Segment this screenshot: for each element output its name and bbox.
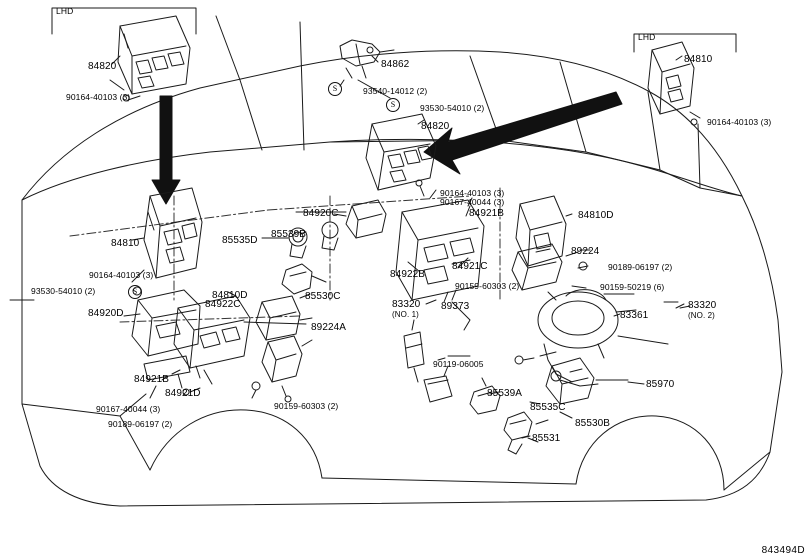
part-label-84921B-left: 84921B (134, 374, 170, 385)
part-label-83361: 83361 (620, 310, 649, 321)
part-label-90189-06197-left: 90189-06197 (2) (108, 419, 173, 429)
part-label-89224: 89224 (571, 246, 600, 257)
part-label-85530C: 85530C (305, 291, 341, 302)
part-label-93540-14012: 93540-14012 (2) (363, 86, 428, 96)
part-label-84862: 84862 (381, 59, 410, 70)
part-label-85970: 85970 (646, 379, 675, 390)
part-label-84810D-left: 84810D (212, 290, 248, 301)
part-label-85530B: 85530B (575, 418, 611, 429)
part-label-84920C: 84920C (303, 208, 339, 219)
part-label-84922C: 84922C (205, 299, 241, 310)
part-label-90164-40103-lh: 90164-40103 (3) (66, 92, 131, 102)
part-label-90167-40044-left: 90167-40044 (3) (96, 404, 161, 414)
part-label-84820-center: 84820 (421, 121, 450, 132)
lhd-tag-left: LHD (56, 6, 74, 16)
boxed-part-83320-no2 (688, 300, 716, 320)
boxed-part-83320-no2-label: 83320 (688, 300, 717, 311)
part-label-85535D: 85535D (222, 235, 258, 246)
diagram-id-code: 843494D (761, 545, 805, 556)
marker-s-3: S (128, 285, 142, 299)
lhd-tag-right: LHD (638, 32, 656, 42)
boxed-part-83320-no1-sub: (NO. 1) (392, 310, 419, 319)
part-label-84810-left: 84810 (111, 238, 140, 249)
part-label-90164-40103-center: 90164-40103 (3) (440, 188, 505, 198)
part-label-84921B-center: 84921B (469, 208, 505, 219)
part-label-84921C: 84921C (452, 261, 488, 272)
part-label-90167-40044-center: 90167-40044 (3) (440, 197, 505, 207)
part-label-84810D: 84810D (578, 210, 614, 221)
part-label-85539A: 85539A (487, 388, 523, 399)
part-label-93530-54010-center: 93530-54010 (2) (420, 103, 485, 113)
part-label-84810-rh: 84810 (684, 54, 713, 65)
part-label-85539B: 85539B (271, 229, 307, 240)
boxed-part-83320-no2-sub: (NO. 2) (688, 311, 715, 320)
part-label-84922B: 84922B (390, 269, 426, 280)
part-label-84921D: 84921D (165, 388, 201, 399)
part-label-85531: 85531 (532, 433, 561, 444)
part-label-90164-40103-left: 90164-40103 (3) (89, 270, 154, 280)
marker-s-1: S (328, 82, 342, 96)
part-label-93530-54010-left: 93530-54010 (2) (31, 286, 96, 296)
boxed-part-83320-no1 (392, 299, 420, 319)
marker-s-2: S (386, 98, 400, 112)
boxed-part-83320-no1-label: 83320 (392, 299, 421, 310)
part-label-90159-50219: 90159-50219 (6) (600, 282, 665, 292)
part-label-90189-06197-right: 90189-06197 (2) (608, 262, 673, 272)
part-label-89224A: 89224A (311, 322, 347, 333)
part-label-90159-60303-center: 90159-60303 (2) (455, 281, 520, 291)
part-label-90164-40103-rh: 90164-40103 (3) (707, 117, 772, 127)
part-label-85535C: 85535C (530, 402, 566, 413)
part-label-89373: 89373 (441, 301, 470, 312)
part-label-90159-60303-left: 90159-60303 (2) (274, 401, 339, 411)
part-label-84820-lh: 84820 (88, 61, 117, 72)
part-label-90119-06005: 90119-06005 (433, 359, 484, 369)
part-label-84920D: 84920D (88, 308, 124, 319)
